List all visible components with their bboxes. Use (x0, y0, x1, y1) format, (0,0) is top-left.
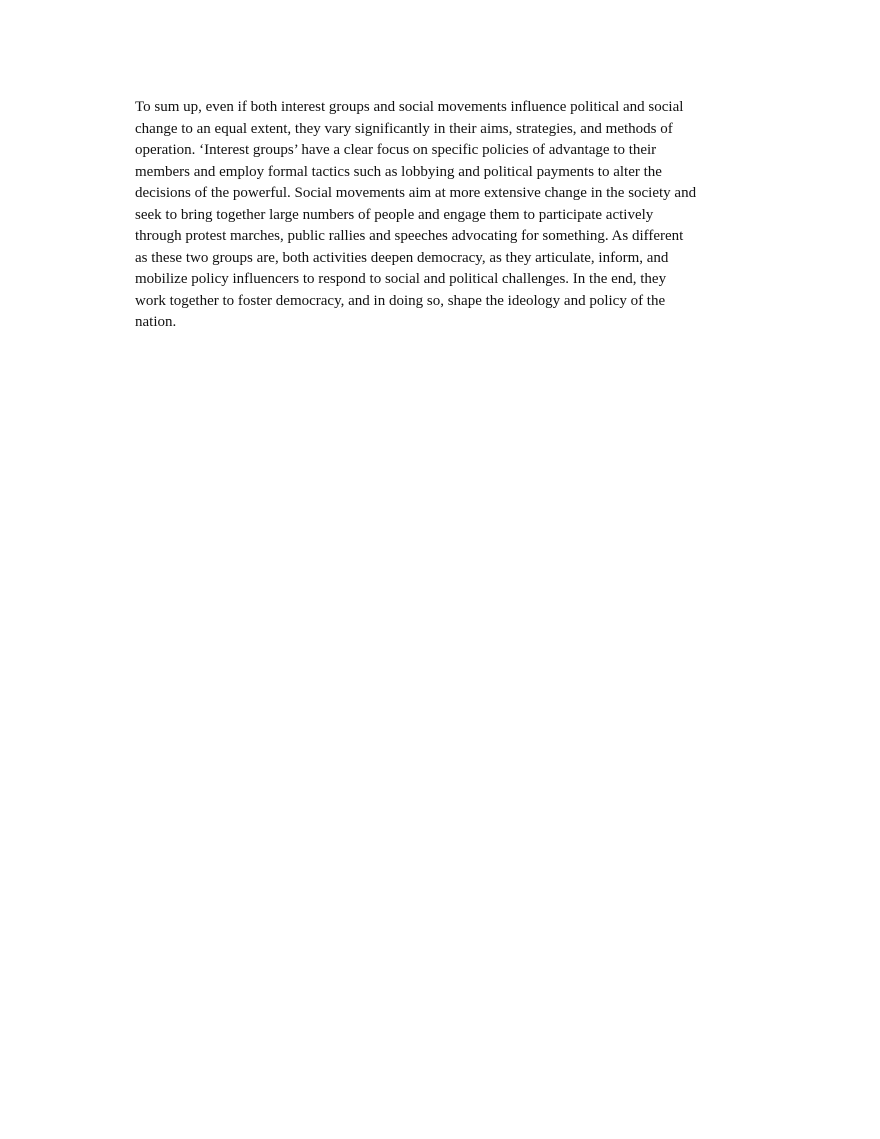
paragraph-line: mobilize policy influencers to respond to social and political challenges. In the end, they (135, 271, 667, 287)
paragraph-line: members and employ formal tactics such as lobbying and political payments to alter the (135, 163, 662, 180)
paragraph-line: nation. (135, 314, 177, 330)
conclusion-paragraph (135, 97, 755, 334)
paragraph-line: work together to foster democracy, and in doing so, shape the ideology and policy of the (135, 292, 666, 309)
paragraph-line: change to an equal extent, they vary significantly in their aims, strategies, and methods of (135, 120, 673, 137)
paragraph-line: through protest marches, public rallies and speeches advocating for something. As different (135, 228, 684, 244)
paragraph-line: seek to bring together large numbers of people and engage them to participate actively (135, 206, 654, 223)
paragraph-line: as these two groups are, both activities deepen democracy, as they articulate, inform, and (135, 249, 669, 266)
paragraph-line: decisions of the powerful. Social movements aim at more extensive change in the society and (135, 185, 697, 201)
paragraph-line: To sum up, even if both interest groups and social movements influence political and social (135, 99, 684, 115)
paragraph-line: operation. ‘Interest groups’ have a clear focus on specific policies of advantage to their (135, 142, 657, 158)
